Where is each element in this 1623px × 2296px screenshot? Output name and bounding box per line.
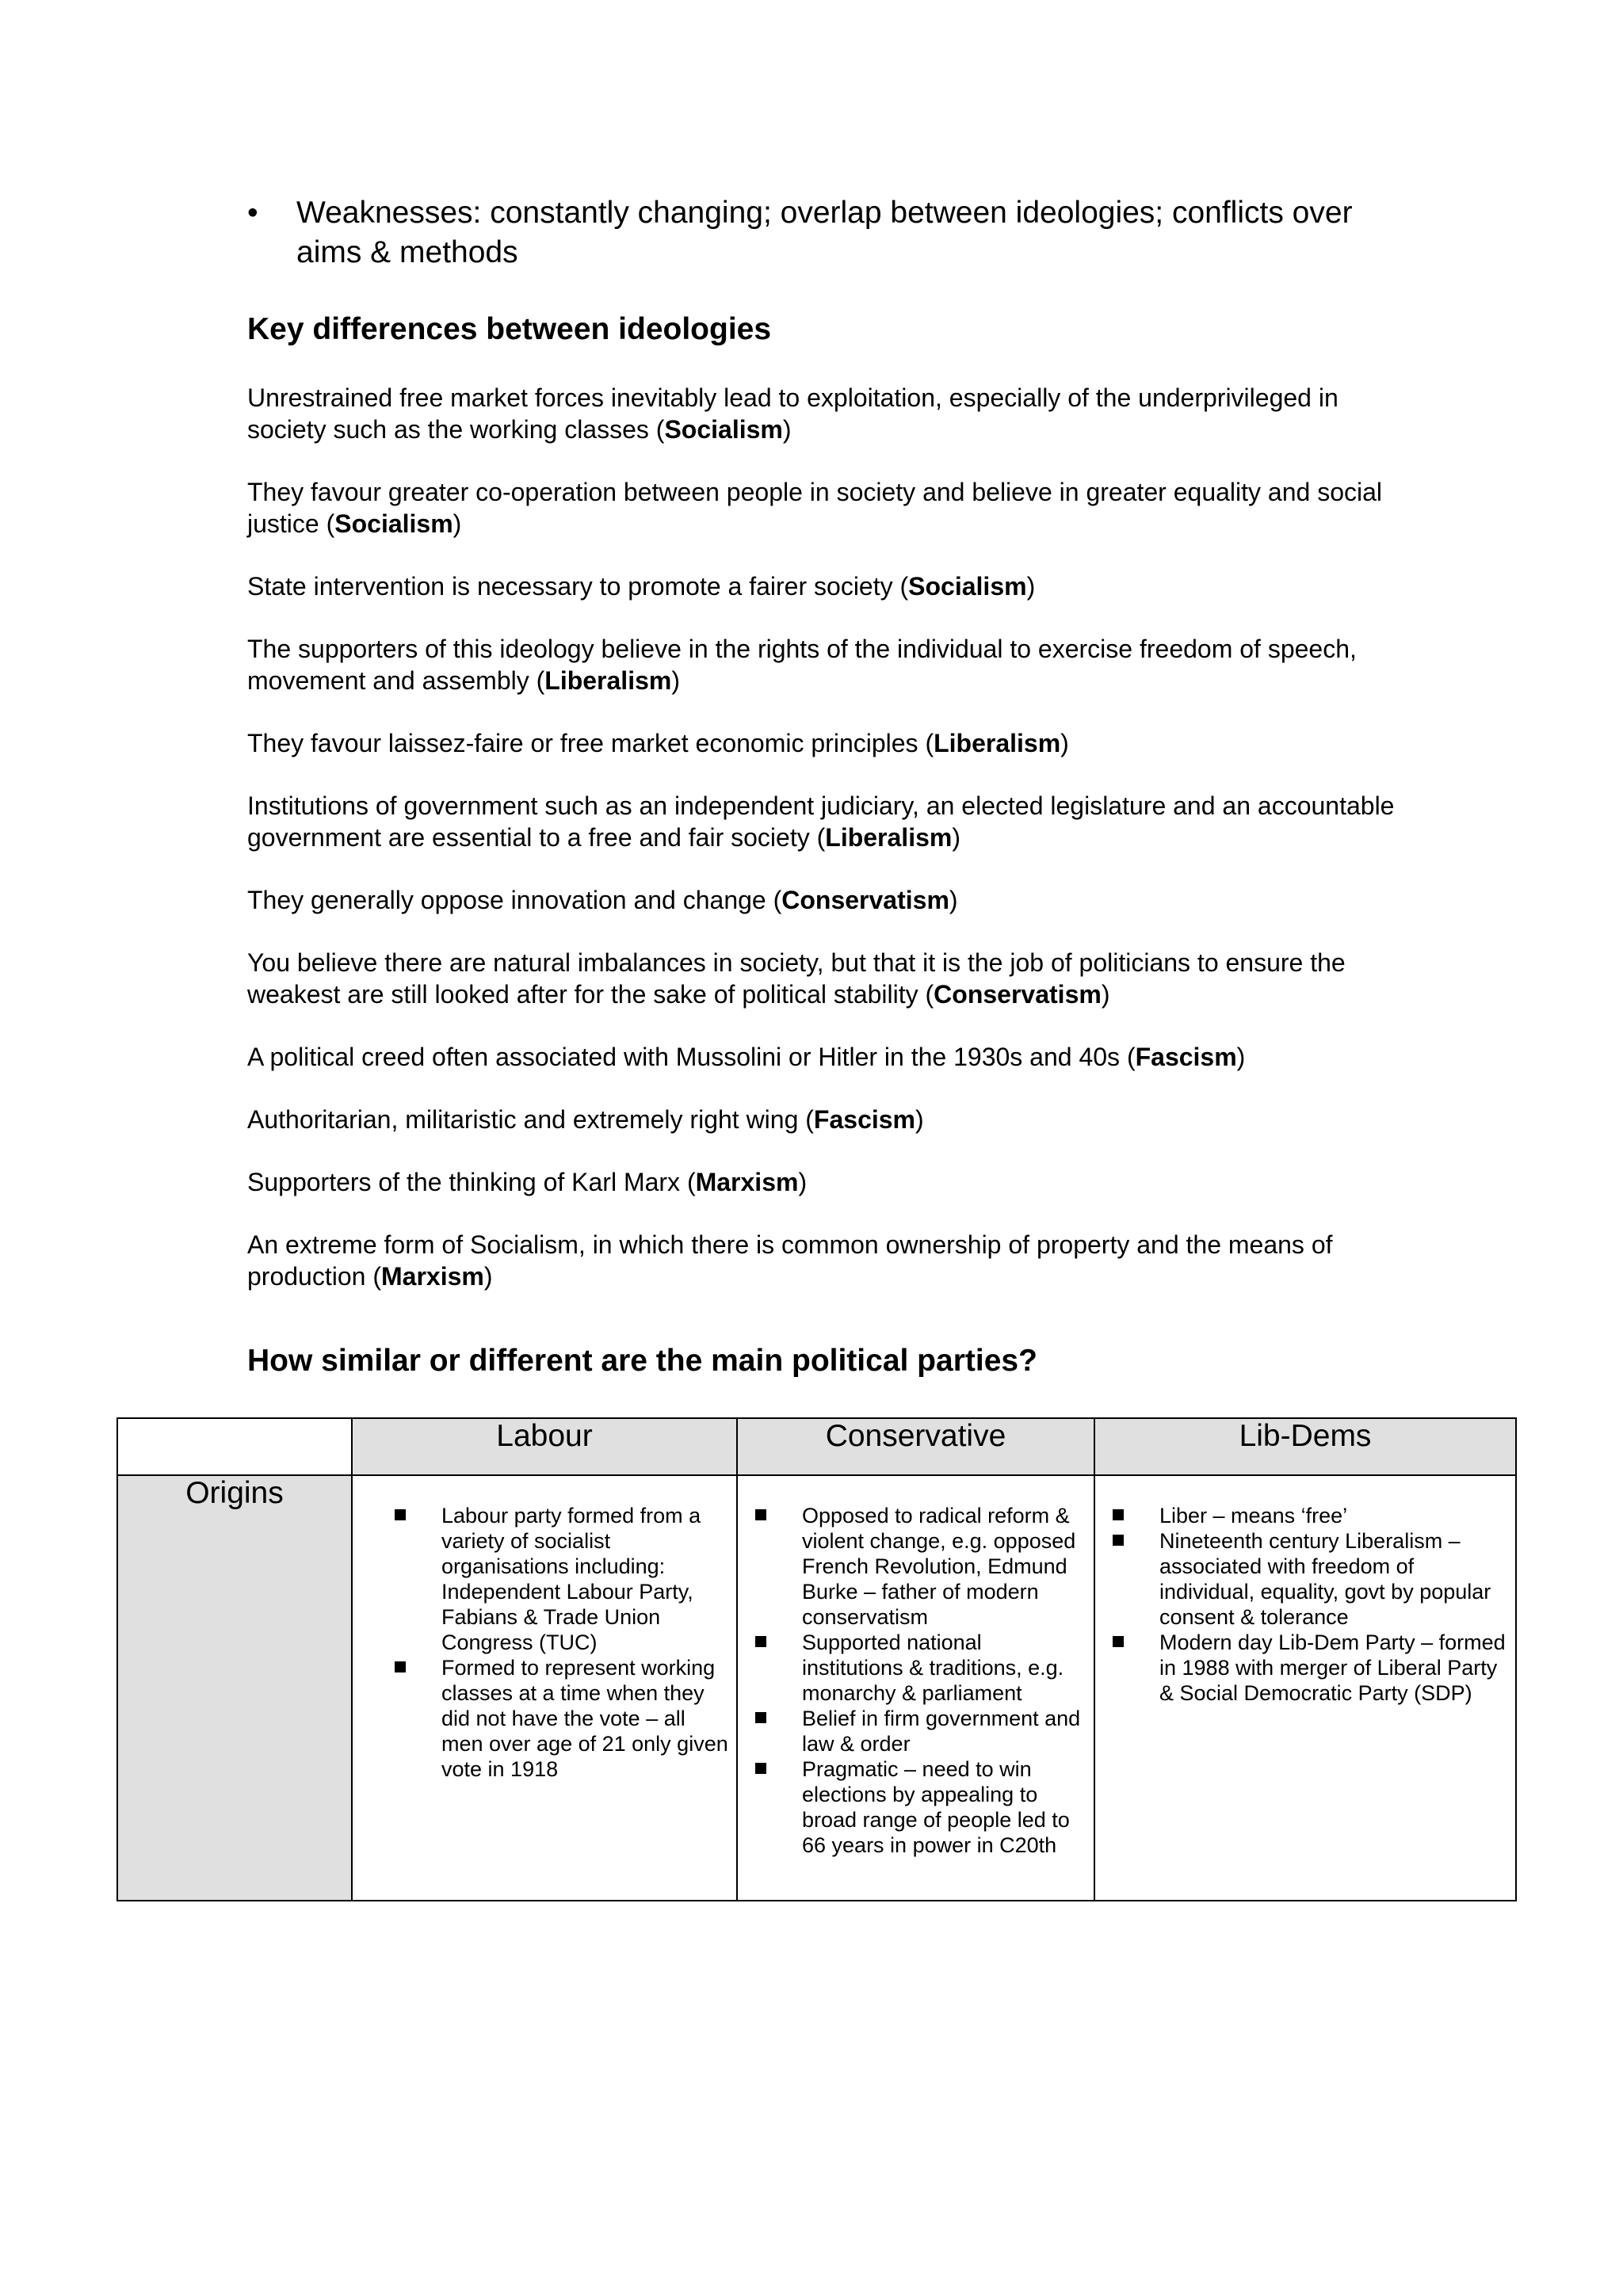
square-bullet-icon <box>755 1636 766 1647</box>
list-item: Pragmatic – need to win elections by appealing to broad range of people led to 66 years in power in C20th <box>802 1756 1086 1858</box>
difference-item: Unrestrained free market forces inevitably lead to exploitation, especially of the underprivileged in society such as the working classes (Socialism) <box>247 383 1338 444</box>
list-item: Formed to represent working classes at a time when they did not have the vote – all men over age of 21 only given vote in 1918 <box>441 1655 728 1782</box>
list-item: Belief in firm government and law & order <box>802 1706 1086 1756</box>
difference-item: Supporters of the thinking of Karl Marx (Marxism) <box>247 1168 808 1196</box>
list-item: Opposed to radical reform & violent change, e.g. opposed French Revolution, Edmund Burke – father of modern conservatism <box>802 1503 1086 1630</box>
square-bullet-icon <box>755 1712 766 1723</box>
list-item: Nineteenth century Liberalism – associated with freedom of individual, equality, govt by popular consent & tolerance <box>1159 1528 1507 1630</box>
bullet-dot-icon: • <box>247 196 258 230</box>
key-differences-heading: Key differences between ideologies <box>247 312 772 346</box>
weaknesses-bullet <box>247 193 1396 273</box>
difference-item: They favour laissez-faire or free market economic principles (Liberalism) <box>247 729 1069 757</box>
labour-origins-cell <box>352 1475 737 1901</box>
square-bullet-icon <box>1113 1535 1124 1546</box>
difference-item: A political creed often associated with Mussolini or Hitler in the 1930s and 40s (Fascism) <box>247 1043 1246 1071</box>
difference-item: An extreme form of Socialism, in which there is common ownership of property and the means of production (Marxism) <box>247 1230 1333 1291</box>
conservative-origins-list <box>738 1476 1094 1858</box>
difference-item: Authoritarian, militaristic and extremely right wing (Fascism) <box>247 1105 924 1134</box>
key-differences-list <box>247 382 1396 1292</box>
parties-comparison-table <box>116 1417 1517 1901</box>
conservative-origins-cell <box>737 1475 1094 1901</box>
column-header-conservative: Conservative <box>737 1418 1094 1475</box>
list-item: Liber – means ‘free’ <box>1159 1503 1507 1528</box>
difference-item: The supporters of this ideology believe in the rights of the individual to exercise freedom of speech, movement and assembly (Liberalism) <box>247 635 1357 695</box>
difference-item: Institutions of government such as an independent judiciary, an elected legislature and an accountable government are essential to a free and fair society (Liberalism) <box>247 791 1395 852</box>
difference-item: State intervention is necessary to promote a fairer society (Socialism) <box>247 572 1036 601</box>
square-bullet-icon <box>755 1509 766 1520</box>
square-bullet-icon <box>395 1661 406 1672</box>
difference-item: You believe there are natural imbalances in society, but that it is the job of politicians to ensure the weakest are still looked after for the sake of political stability (Conservatism) <box>247 948 1346 1009</box>
main-content <box>247 193 1396 1323</box>
difference-item: They favour greater co-operation between people in society and believe in greater equality and social justice (Socialism) <box>247 478 1382 538</box>
table-header-row <box>117 1418 1516 1475</box>
labour-origins-list <box>353 1476 736 1782</box>
libdems-origins-list <box>1095 1476 1515 1706</box>
row-label-origins: Origins <box>117 1475 352 1901</box>
parties-heading: How similar or different are the main political parties? <box>247 1344 1037 1378</box>
list-item: Modern day Lib-Dem Party – formed in 1988 with merger of Liberal Party & Social Democratic Party (SDP) <box>1159 1630 1507 1706</box>
square-bullet-icon <box>395 1509 406 1520</box>
column-header-labour: Labour <box>352 1418 737 1475</box>
libdems-origins-cell <box>1094 1475 1516 1901</box>
table-corner-cell <box>117 1418 352 1475</box>
difference-item: They generally oppose innovation and change (Conservatism) <box>247 886 958 914</box>
square-bullet-icon <box>755 1763 766 1774</box>
square-bullet-icon <box>1113 1509 1124 1520</box>
square-bullet-icon <box>1113 1636 1124 1647</box>
weaknesses-text: Weaknesses: constantly changing; overlap between ideologies; conflicts over aims & methods <box>296 196 1353 269</box>
column-header-libdems: Lib-Dems <box>1094 1418 1516 1475</box>
table-row <box>117 1475 1516 1901</box>
list-item: Supported national institutions & traditions, e.g. monarchy & parliament <box>802 1630 1086 1706</box>
list-item: Labour party formed from a variety of socialist organisations including: Independent Labour Party, Fabians & Trade Union Congress (TUC) <box>441 1503 728 1655</box>
